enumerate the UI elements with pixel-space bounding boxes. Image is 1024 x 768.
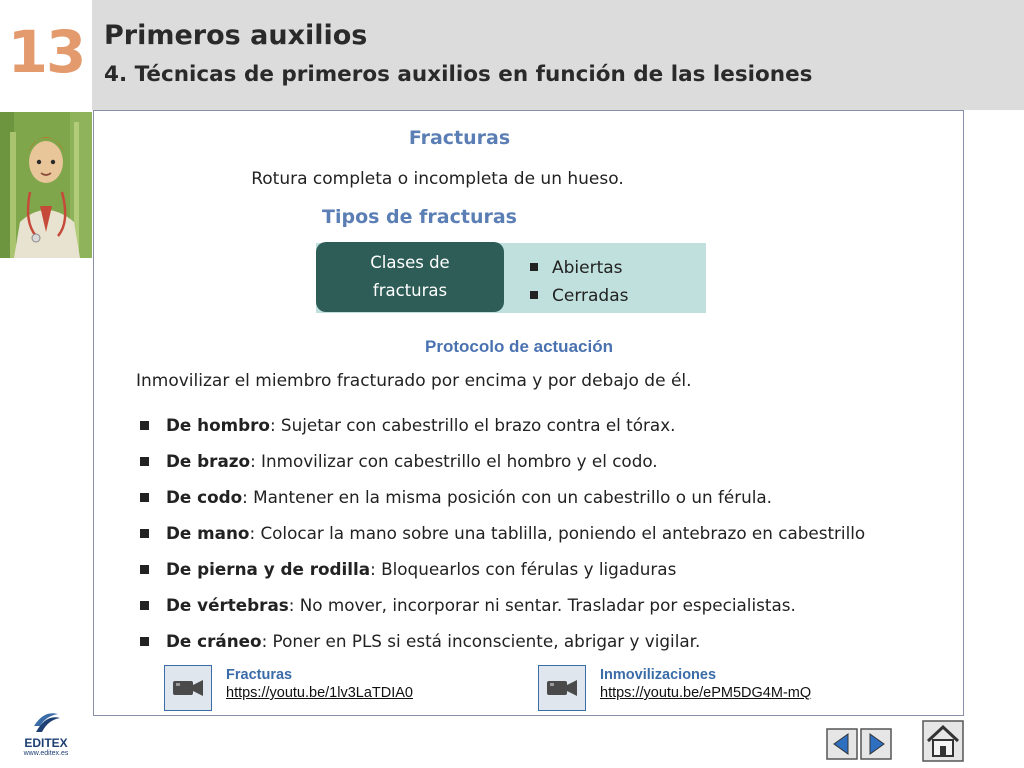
step-text: : No mover, incorporar ni sentar. Trasladar por especialistas. bbox=[288, 595, 796, 615]
page-subtitle: 4. Técnicas de primeros auxilios en función de las lesiones bbox=[104, 62, 813, 87]
video-title: Fracturas bbox=[226, 667, 293, 683]
steps-list bbox=[138, 413, 958, 665]
header-band bbox=[92, 0, 1024, 110]
types-list bbox=[528, 254, 629, 310]
logo-url: www.editex.es bbox=[23, 750, 69, 757]
type-label: Cerradas bbox=[552, 286, 629, 306]
step-label: De cráneo bbox=[166, 631, 262, 651]
step-text: : Inmovilizar con cabestrillo el hombro y el codo. bbox=[250, 451, 658, 471]
type-label: Abiertas bbox=[552, 258, 623, 278]
step-label: De codo bbox=[166, 487, 243, 507]
video-url-link[interactable]: https://youtu.be/1lv3LaTDIA0 bbox=[226, 685, 413, 701]
definition-text: Rotura completa o incompleta de un hueso. bbox=[251, 169, 624, 189]
list-item bbox=[138, 449, 958, 485]
page-title: Primeros auxilios bbox=[104, 20, 368, 51]
list-item bbox=[138, 485, 958, 521]
editex-logo-icon bbox=[16, 712, 76, 736]
step-text: : Colocar la mano sobre una tablilla, poniendo el antebrazo en cabestrillo bbox=[249, 523, 866, 543]
content-box bbox=[93, 110, 964, 716]
list-item bbox=[528, 254, 629, 282]
bullet-square-icon bbox=[140, 457, 149, 466]
step-label: De brazo bbox=[166, 451, 251, 471]
step-text: : Poner en PLS si está inconsciente, abrigar y vigilar. bbox=[261, 631, 701, 651]
step-text: : Bloquearlos con férulas y ligaduras bbox=[370, 559, 677, 579]
protocol-title: Protocolo de actuación bbox=[425, 337, 613, 356]
step-label: De hombro bbox=[166, 415, 270, 435]
bullet-square-icon bbox=[530, 291, 538, 299]
list-item bbox=[138, 521, 958, 557]
editex-logo bbox=[16, 712, 76, 762]
step-label: De mano bbox=[166, 523, 250, 543]
list-item bbox=[138, 413, 958, 449]
step-label: De pierna y de rodilla bbox=[166, 559, 371, 579]
video-url-link[interactable]: https://youtu.be/ePM5DG4M-mQ bbox=[600, 685, 812, 701]
video-link-inmovilizaciones[interactable] bbox=[538, 663, 868, 711]
logo-text: EDITEX bbox=[24, 736, 68, 750]
home-icon[interactable] bbox=[922, 720, 964, 762]
list-item bbox=[138, 593, 958, 629]
types-title: Tipos de fracturas bbox=[322, 206, 517, 228]
video-link-fracturas[interactable] bbox=[164, 663, 464, 711]
step-text: : Sujetar con cabestrillo el brazo contra el tórax. bbox=[269, 415, 676, 435]
bullet-square-icon bbox=[530, 263, 538, 271]
bullet-square-icon bbox=[140, 601, 149, 610]
previous-slide-button[interactable] bbox=[826, 728, 858, 760]
list-item bbox=[138, 557, 958, 593]
bullet-square-icon bbox=[140, 421, 149, 430]
chapter-box bbox=[0, 0, 92, 110]
bullet-square-icon bbox=[140, 493, 149, 502]
list-item bbox=[528, 282, 629, 310]
video-title: Inmovilizaciones bbox=[600, 667, 717, 683]
home-button[interactable] bbox=[922, 720, 964, 762]
bullet-square-icon bbox=[140, 565, 149, 574]
chapter-number: 13 bbox=[7, 18, 85, 86]
step-label: De vértebras bbox=[166, 595, 289, 615]
video-camera-icon[interactable] bbox=[538, 665, 586, 711]
types-box-label: Clases de fracturas bbox=[316, 242, 504, 312]
list-item bbox=[138, 629, 958, 665]
section-title: Fracturas bbox=[408, 127, 511, 149]
bullet-square-icon bbox=[140, 529, 149, 538]
protocol-intro: Inmovilizar el miembro fracturado por encima y por debajo de él. bbox=[136, 371, 692, 391]
video-camera-icon[interactable] bbox=[164, 665, 212, 711]
next-slide-button[interactable] bbox=[860, 728, 892, 760]
bullet-square-icon bbox=[140, 637, 149, 646]
step-text: : Mantener en la misma posición con un cabestrillo o un férula. bbox=[242, 487, 773, 507]
